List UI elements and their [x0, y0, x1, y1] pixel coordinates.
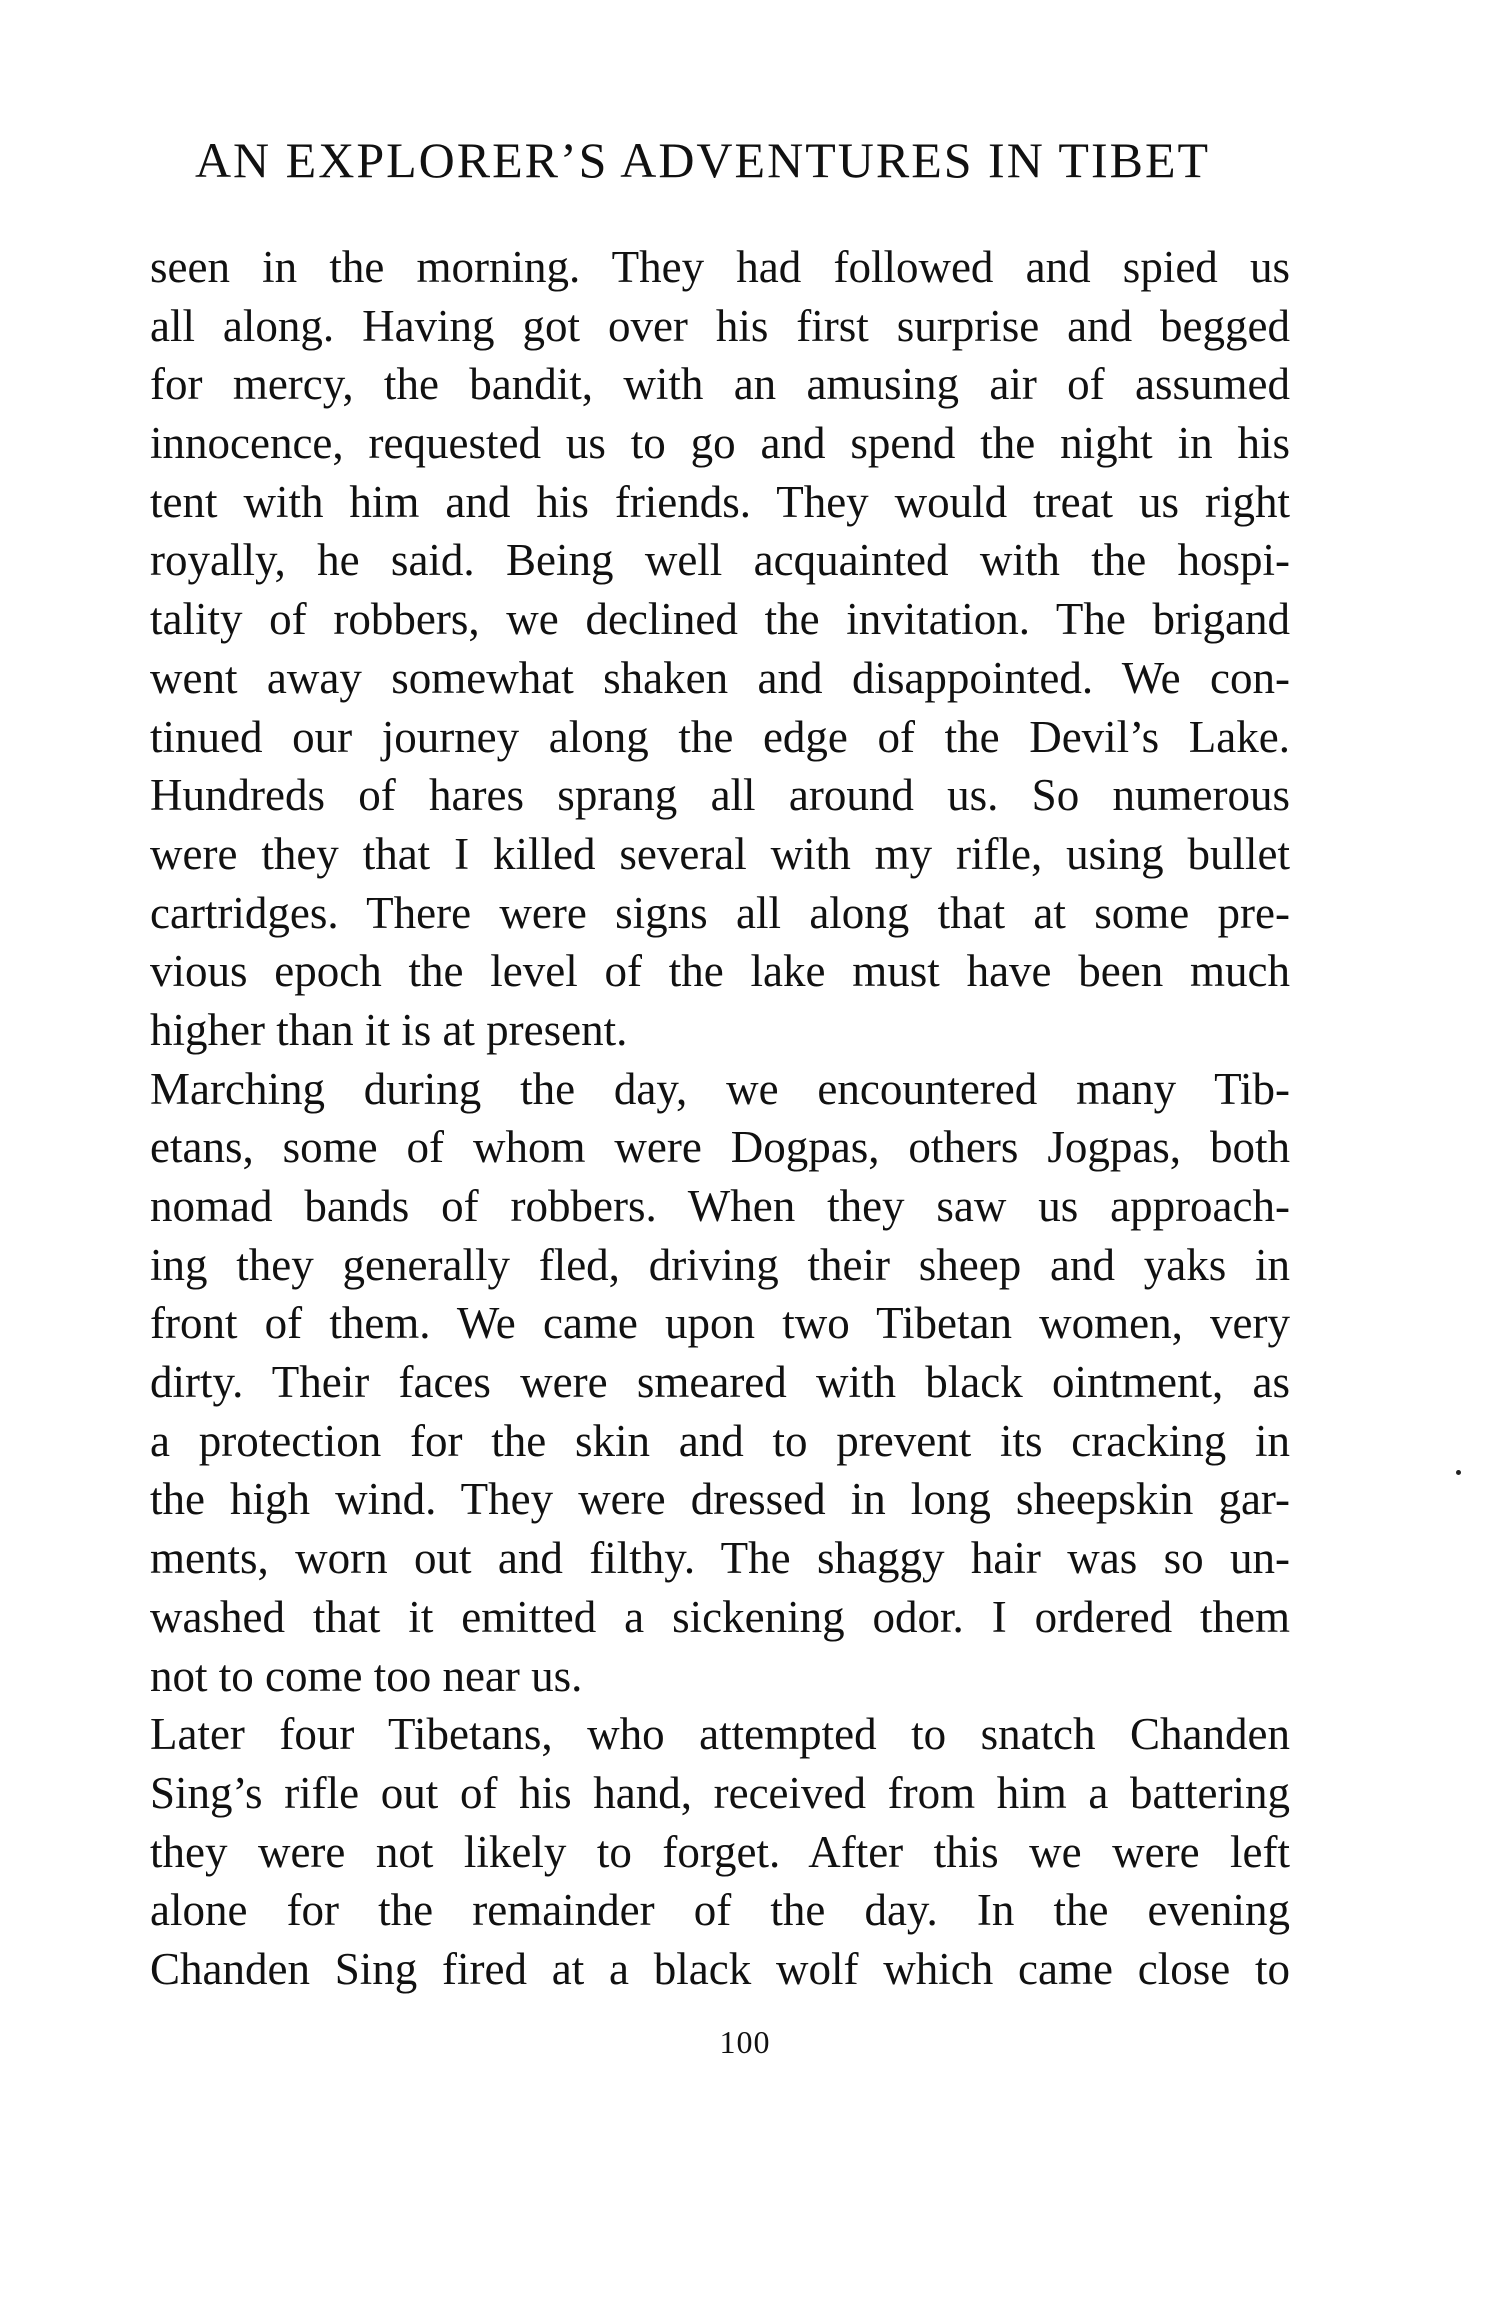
text-line: nomad bands of robbers. When they saw us approach- [150, 1181, 1290, 1231]
text-line: not to come too near us. [150, 1650, 583, 1701]
text-line: higher than it is at present. [150, 1004, 628, 1055]
ink-speck [1456, 1470, 1461, 1475]
text-line: washed that it emitted a sickening odor. I ordered them [150, 1591, 1290, 1642]
text-line: Sing’s rifle out of his hand, received from him a battering [150, 1767, 1290, 1818]
text-line: front of them. We came upon two Tibetan women, very [150, 1298, 1290, 1349]
text-line: vious epoch the level of the lake must have been much [150, 946, 1290, 997]
text-line: tality of robbers, we declined the invitation. The brigand [150, 594, 1290, 645]
text-line: tinued our journey along the edge of the Devil’s Lake. [150, 711, 1290, 762]
text-line: they were not likely to forget. After this we were left [150, 1826, 1290, 1877]
text-line: ing they generally fled, driving their sheep and yaks in [150, 1239, 1290, 1290]
text-line: Marching during the day, we encountered many Tib- [150, 1063, 1290, 1114]
text-line: Hundreds of hares sprang all around us. So numerous [150, 770, 1290, 821]
text-line: alone for the remainder of the day. In the evening [150, 1885, 1290, 1936]
text-line: all along. Having got over his first surprise and begged [150, 300, 1290, 351]
text-line: Later four Tibetans, who attempted to snatch Chanden [150, 1709, 1290, 1760]
text-line: a protection for the skin and to prevent its cracking in [150, 1415, 1290, 1466]
text-line: dirty. Their faces were smeared with black ointment, as [150, 1357, 1290, 1408]
text-line: tent with him and his friends. They would treat us right [150, 476, 1290, 527]
text-line: for mercy, the bandit, with an amusing air of assumed [150, 359, 1290, 410]
body-text [150, 238, 1290, 1999]
text-line: etans, some of whom were Dogpas, others Jogpas, both [150, 1122, 1290, 1173]
page-number: 100 [719, 2024, 771, 2060]
text-line: cartridges. There were signs all along that at some pre- [150, 887, 1290, 938]
text-line: Chanden Sing fired at a black wolf which came close to [150, 1943, 1290, 1994]
text-line: seen in the morning. They had followed and spied us [150, 242, 1290, 292]
paragraph-1 [150, 238, 1290, 1060]
paragraph-3 [150, 1705, 1290, 1998]
text-line: ments, worn out and filthy. The shaggy hair was so un- [150, 1533, 1290, 1584]
running-head: AN EXPLORER’S ADVENTURES IN TIBET [194, 132, 1211, 188]
text-line: went away somewhat shaken and disappointed. We con- [150, 652, 1290, 703]
text-line: were they that I killed several with my rifle, using bullet [150, 828, 1290, 879]
text-line: royally, he said. Being well acquainted with the hospi- [150, 535, 1290, 586]
paragraph-2 [150, 1060, 1290, 1706]
text-line: the high wind. They were dressed in long sheepskin gar- [150, 1474, 1290, 1525]
text-line: innocence, requested us to go and spend the night in his [150, 418, 1290, 469]
